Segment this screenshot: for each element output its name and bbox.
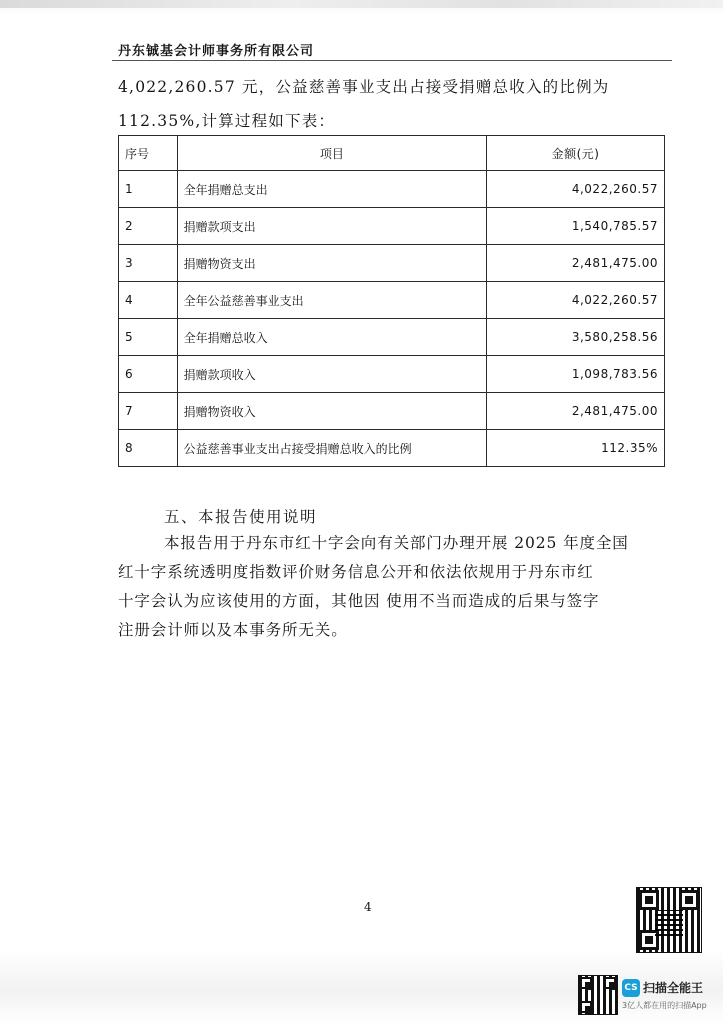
camscanner-logo-icon: CS — [622, 979, 640, 997]
row-no: 1 — [119, 171, 178, 208]
scanner-app-name: 扫描全能王 — [643, 981, 704, 995]
table-row — [119, 282, 665, 319]
header-amount: 金额(元) — [487, 136, 665, 171]
row-no: 4 — [119, 282, 178, 319]
qr-finder-mark — [604, 977, 616, 989]
row-no: 5 — [119, 319, 178, 356]
scanner-qr-icon — [578, 975, 618, 1015]
body-line-3: 十字会认为应该使用的方面，其他因 使用不当而造成的后果与签字 — [118, 592, 600, 610]
row-item: 捐赠物资收入 — [177, 393, 487, 430]
row-amount: 3,580,258.56 — [487, 319, 665, 356]
row-amount: 4,022,260.57 — [487, 282, 665, 319]
section-title: 五、本报告使用说明 — [164, 508, 318, 526]
row-item: 全年捐赠总收入 — [177, 319, 487, 356]
table-row — [119, 393, 665, 430]
row-item: 捐赠款项支出 — [177, 208, 487, 245]
header-rule — [112, 60, 672, 61]
body-line-2: 红十字系统透明度指数评价财务信息公开和依法依规用于丹东市红 — [118, 563, 594, 581]
firm-header: 丹东铖基会计师事务所有限公司 — [118, 44, 315, 59]
intro-line-1: 4,022,260.57 元，公益慈善事业支出占接受捐赠总收入的比例为 — [118, 78, 610, 96]
qr-finder-mark — [679, 890, 699, 910]
qr-pattern — [655, 910, 683, 936]
row-item: 捐赠款项收入 — [177, 356, 487, 393]
table-row — [119, 430, 665, 467]
row-no: 7 — [119, 393, 178, 430]
scan-edge-band — [0, 0, 723, 8]
table-row — [119, 356, 665, 393]
row-item: 全年公益慈善事业支出 — [177, 282, 487, 319]
table-row — [119, 245, 665, 282]
intro-line-2: 112.35%,计算过程如下表： — [118, 112, 336, 130]
row-item: 公益慈善事业支出占接受捐赠总收入的比例 — [177, 430, 487, 467]
row-amount: 2,481,475.00 — [487, 393, 665, 430]
row-amount: 4,022,260.57 — [487, 171, 665, 208]
table-row — [119, 171, 665, 208]
header-item: 项目 — [177, 136, 487, 171]
row-no: 6 — [119, 356, 178, 393]
row-amount: 1,540,785.57 — [487, 208, 665, 245]
scanner-tagline: 3亿人都在用的扫描App — [622, 1001, 707, 1010]
row-amount: 112.35% — [487, 430, 665, 467]
row-amount: 1,098,783.56 — [487, 356, 665, 393]
body-line-4: 注册会计师以及本事务所无关。 — [118, 621, 348, 639]
row-no: 2 — [119, 208, 178, 245]
table-row — [119, 208, 665, 245]
qr-code-icon — [636, 887, 702, 953]
table-header-row — [119, 136, 665, 171]
page-number: 4 — [364, 900, 372, 914]
header-no: 序号 — [119, 136, 178, 171]
qr-finder-mark — [580, 977, 592, 989]
row-item: 捐赠物资支出 — [177, 245, 487, 282]
row-amount: 2,481,475.00 — [487, 245, 665, 282]
calculation-table — [118, 135, 665, 467]
qr-finder-mark — [639, 890, 659, 910]
qr-finder-mark — [580, 1001, 592, 1013]
body-line-1: 本报告用于丹东市红十字会向有关部门办理开展 2025 年度全国 — [164, 534, 629, 552]
row-no: 3 — [119, 245, 178, 282]
row-no: 8 — [119, 430, 178, 467]
row-item: 全年捐赠总支出 — [177, 171, 487, 208]
table-row — [119, 319, 665, 356]
